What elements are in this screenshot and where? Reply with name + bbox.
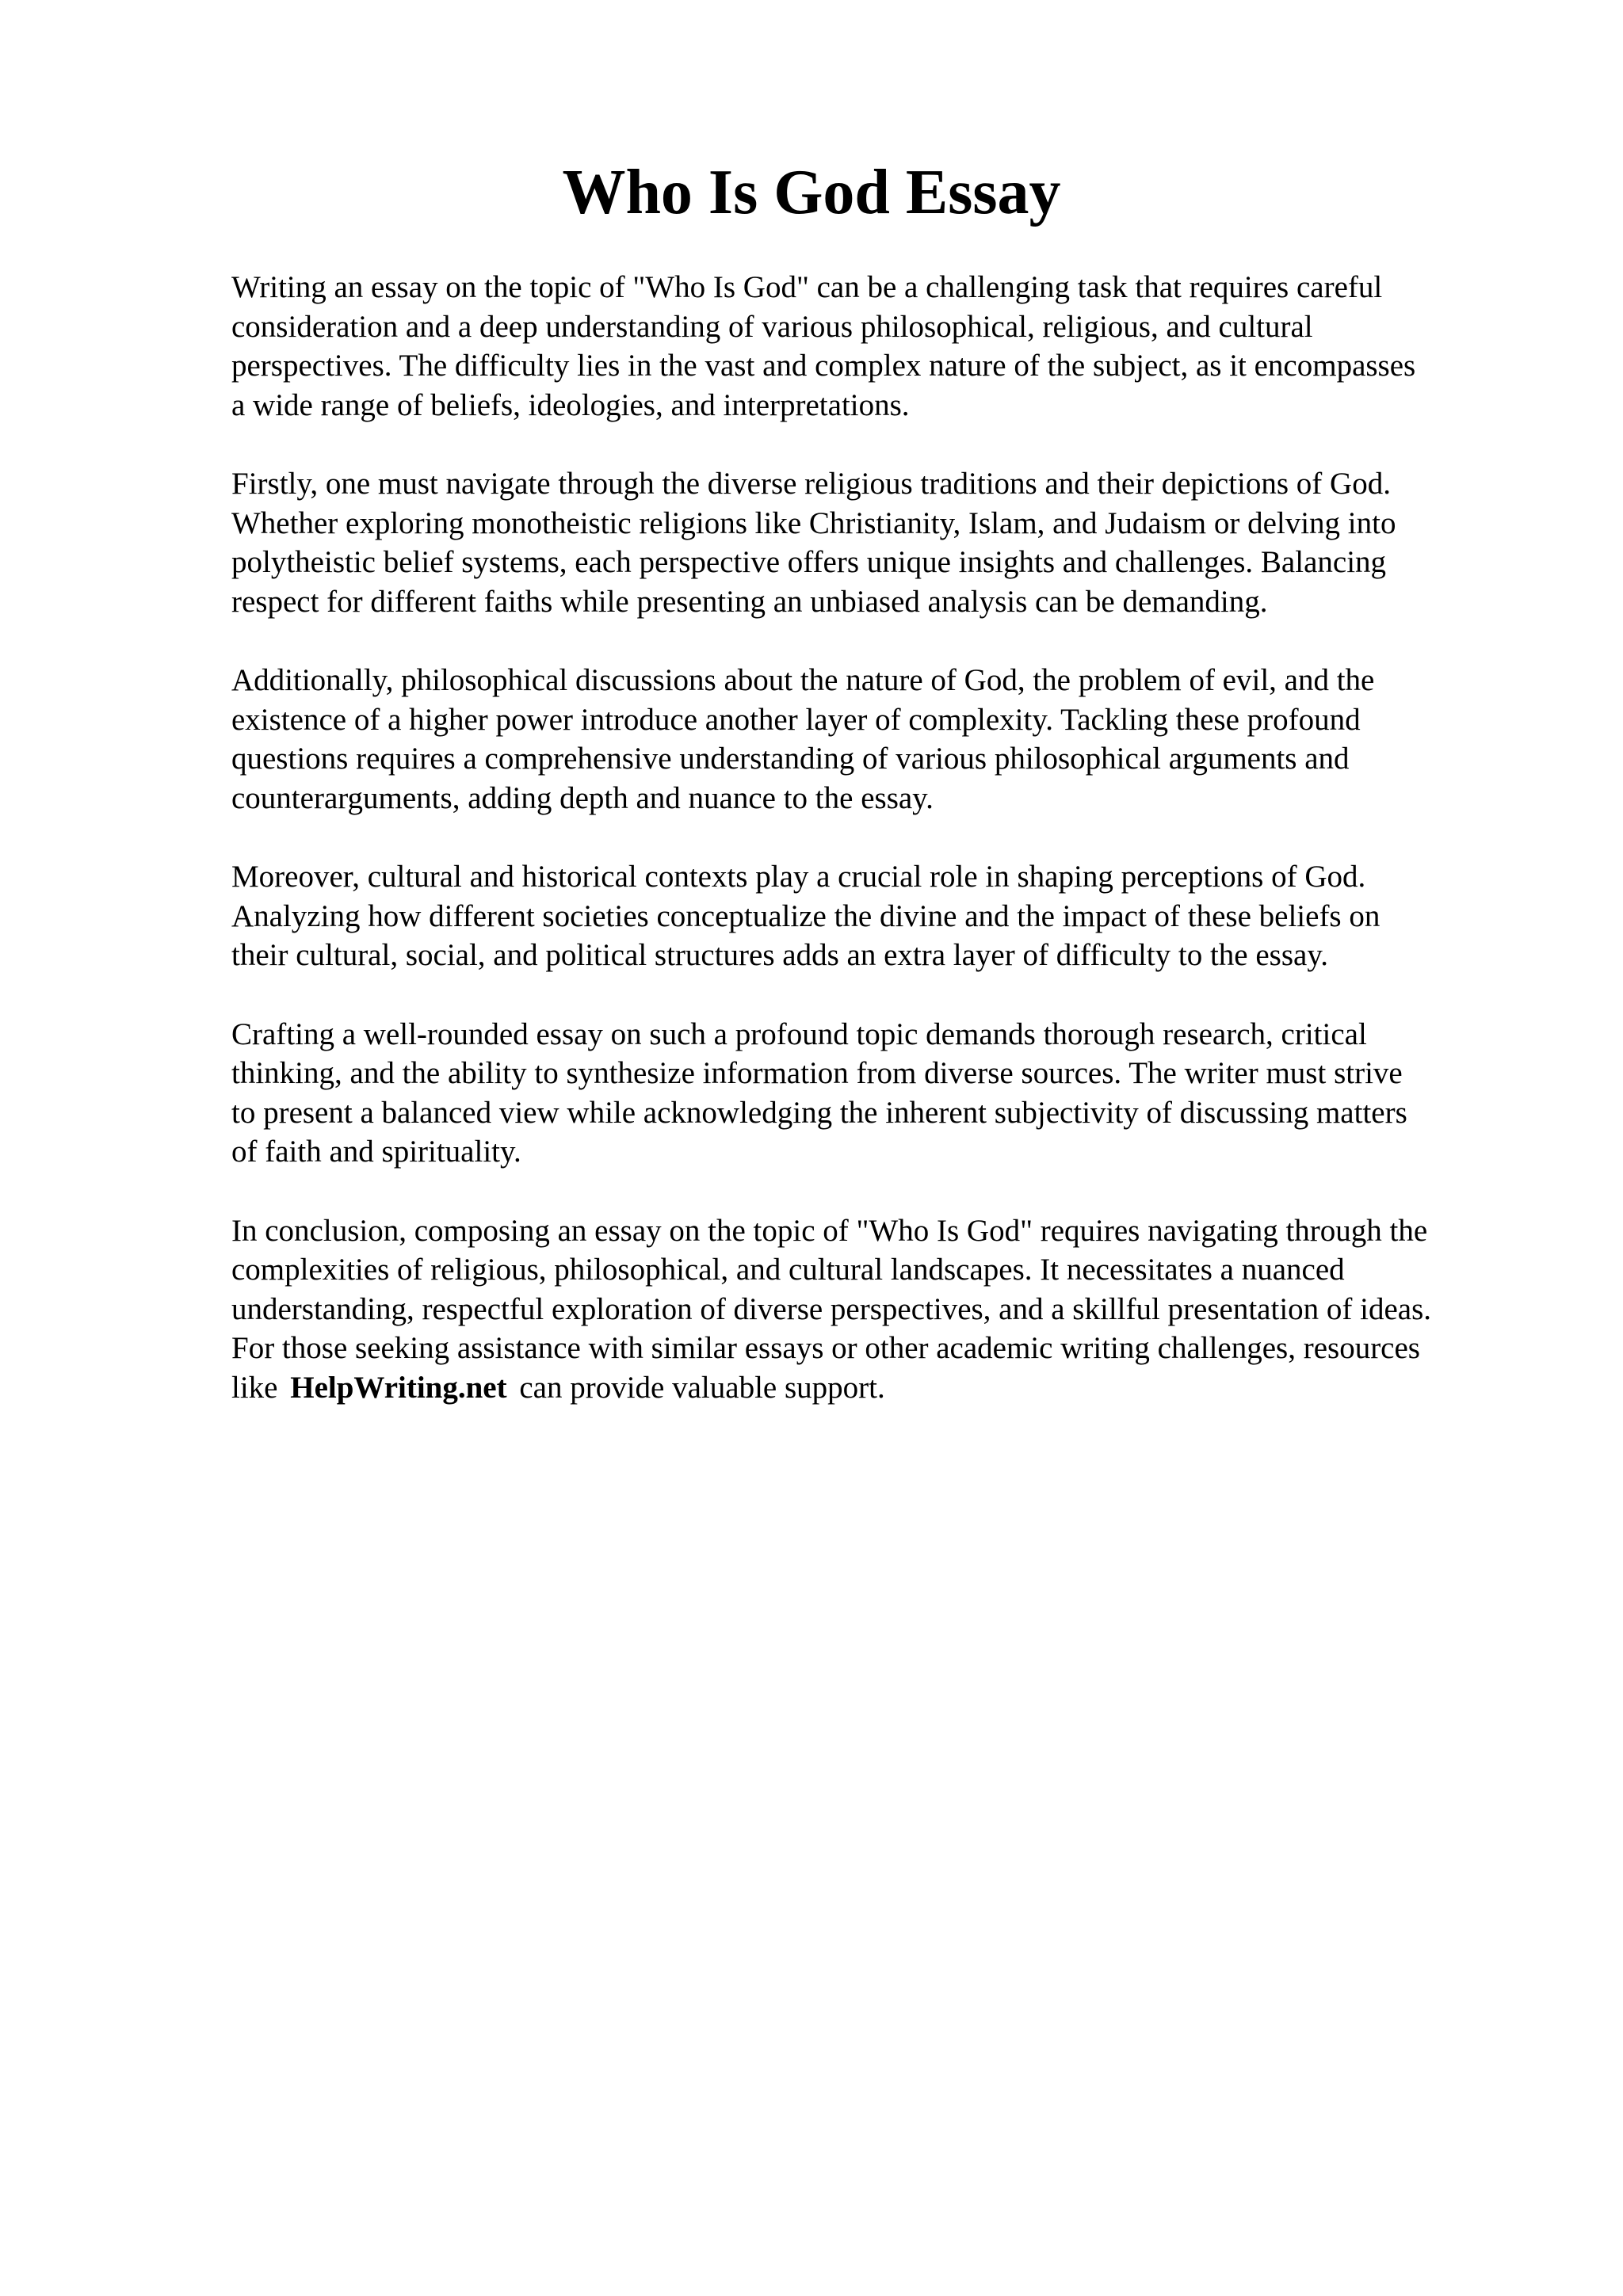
text-line: thinking, and the ability to synthesize information from diverse sources. The writer must strive — [231, 1056, 1403, 1090]
text-line: For those seeking assistance with similar essays or other academic writing challenges, resources — [231, 1331, 1420, 1365]
text-line: consideration and a deep understanding of various philosophical, religious, and cultural — [231, 309, 1313, 344]
text-line: understanding, respectful exploration of diverse perspectives, and a skillful presentation of ideas. — [231, 1291, 1432, 1326]
paragraph-cultural-historical — [231, 857, 1515, 975]
paragraph-conclusion — [231, 1211, 1515, 1408]
helpwriting-link[interactable]: HelpWriting.net — [290, 1370, 507, 1405]
text-line: perspectives. The difficulty lies in the vast and complex nature of the subject, as it encompasses — [231, 349, 1416, 383]
text-line: Additionally, philosophical discussions about the nature of God, the problem of evil, and the — [231, 663, 1375, 697]
text-line: of faith and spirituality. — [231, 1135, 521, 1169]
text-line: Whether exploring monotheistic religions like Christianity, Islam, and Judaism or delving into — [231, 505, 1396, 540]
text-segment: like — [231, 1370, 278, 1405]
text-line: Writing an essay on the topic of "Who Is God" can be a challenging task that requires careful — [231, 270, 1383, 304]
text-line — [231, 1368, 1515, 1408]
text-line: a wide range of beliefs, ideologies, and interpretations. — [231, 387, 910, 422]
text-line: existence of a higher power introduce another layer of complexity. Tackling these profound — [231, 702, 1361, 737]
text-line: Firstly, one must navigate through the diverse religious traditions and their depictions of God. — [231, 467, 1391, 501]
text-line: respect for different faiths while presenting an unbiased analysis can be demanding. — [231, 584, 1268, 619]
text-line: Analyzing how different societies conceptualize the divine and the impact of these beliefs on — [231, 898, 1381, 933]
text-line: polytheistic belief systems, each perspective offers unique insights and challenges. Balancing — [231, 545, 1387, 579]
document-title: Who Is God Essay — [562, 158, 1061, 227]
text-line: Moreover, cultural and historical contexts play a crucial role in shaping perceptions of God. — [231, 860, 1366, 894]
paragraph-religious-traditions — [231, 464, 1515, 621]
paragraph-intro — [231, 268, 1515, 425]
text-line: complexities of religious, philosophical, and cultural landscapes. It necessitates a nuanced — [231, 1253, 1345, 1287]
text-line: Crafting a well-rounded essay on such a profound topic demands thorough research, critical — [231, 1016, 1367, 1051]
document-body — [231, 268, 1515, 1447]
text-segment: can provide valuable support. — [519, 1370, 885, 1405]
text-line: their cultural, social, and political structures adds an extra layer of difficulty to the essay. — [231, 938, 1329, 972]
text-line: In conclusion, composing an essay on the topic of "Who Is God" requires navigating through the — [231, 1213, 1428, 1248]
text-line: questions requires a comprehensive understanding of various philosophical arguments and — [231, 742, 1350, 776]
paragraph-philosophical — [231, 661, 1515, 818]
text-line: counterarguments, adding depth and nuance to the essay. — [231, 780, 934, 815]
text-line: to present a balanced view while acknowledging the inherent subjectivity of discussing matters — [231, 1095, 1407, 1130]
paragraph-crafting — [231, 1015, 1515, 1172]
